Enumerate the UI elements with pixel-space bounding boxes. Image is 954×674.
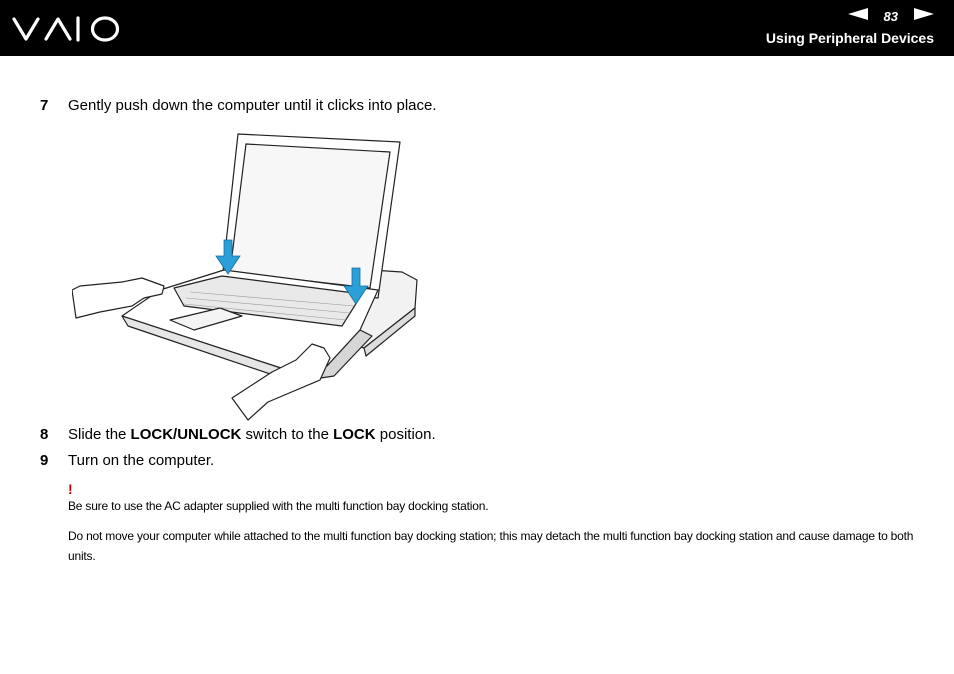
step-text: Gently push down the computer until it clicks into place. [68,97,437,114]
laptop-docking-illustration [72,130,422,427]
next-page-icon[interactable] [914,7,934,25]
section-title: Using Peripheral Devices [765,30,934,46]
page-number: 83 [883,8,898,24]
prev-page-icon[interactable] [848,7,868,25]
step-number: 9 [40,452,49,469]
step-text: Turn on the computer. [68,452,215,469]
vaio-logo [12,14,122,49]
notes-section [68,482,928,566]
step-7 [40,97,437,114]
step-9 [40,452,214,469]
step-number: 8 [40,426,49,443]
page-navigation [848,7,934,25]
step-text-e: position. [375,426,436,443]
step-text-a: Slide the [68,426,131,443]
alert-icon: ! [68,481,73,497]
step-text-c: switch to the [241,426,334,443]
lock-label: LOCK [333,426,376,443]
page-header [0,0,954,56]
note-item: Do not move your computer while attached to the multi function bay docking station; this may detach the multi function bay docking station and cause damage to both units. [68,529,914,563]
step-number: 7 [40,97,49,114]
note-item: Be sure to use the AC adapter supplied with the multi function bay docking station. [68,499,489,513]
lock-unlock-label: LOCK/UNLOCK [130,426,242,443]
step-8 [40,426,436,443]
